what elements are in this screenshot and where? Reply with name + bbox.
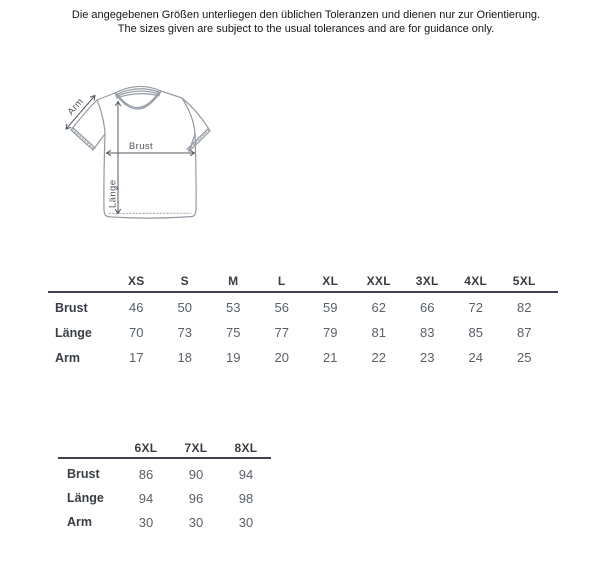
size-value: 50 — [177, 300, 192, 315]
table-header-row — [58, 438, 271, 459]
column-header: S — [180, 274, 189, 288]
column-header: M — [228, 274, 239, 288]
brust-label: Brust — [128, 140, 154, 152]
tshirt-illustration-icon — [58, 82, 230, 230]
size-value: 21 — [323, 350, 338, 365]
size-value: 87 — [517, 325, 532, 340]
disclaimer-line-de: Die angegebenen Größen unterliegen den üblichen Toleranzen und dienen nur zur Orientierung. — [71, 9, 541, 21]
column-header: 3XL — [415, 274, 439, 288]
size-value: 46 — [129, 300, 144, 315]
size-value: 66 — [420, 300, 435, 315]
size-value: 85 — [468, 325, 483, 340]
disclaimer-line-en: The sizes given are subject to the usual tolerances and are for guidance only. — [117, 23, 495, 35]
size-value: 86 — [138, 466, 154, 482]
disclaimer-text — [0, 8, 612, 36]
column-header: L — [277, 274, 286, 288]
size-value: 77 — [274, 325, 289, 340]
table-row — [58, 486, 271, 510]
size-value: 23 — [420, 350, 435, 365]
table-body — [48, 293, 558, 370]
size-value: 20 — [274, 350, 289, 365]
size-value: 75 — [226, 325, 241, 340]
size-value: 53 — [226, 300, 241, 315]
column-header: 8XL — [234, 440, 258, 455]
table-row — [48, 320, 558, 345]
size-value: 56 — [274, 300, 289, 315]
size-value: 30 — [188, 514, 204, 530]
size-value: 90 — [188, 466, 204, 482]
column-header: 6XL — [134, 440, 158, 455]
row-label: Arm — [67, 515, 93, 529]
size-value: 94 — [138, 490, 154, 506]
laenge-label: Länge — [107, 179, 119, 208]
size-value: 17 — [129, 350, 144, 365]
size-value: 30 — [238, 514, 254, 530]
size-value: 79 — [323, 325, 338, 340]
size-value: 70 — [129, 325, 144, 340]
size-value: 18 — [177, 350, 192, 365]
column-header: XL — [322, 274, 339, 288]
row-label: Brust — [67, 467, 100, 481]
column-header: 7XL — [184, 440, 208, 455]
row-label: Arm — [55, 350, 81, 365]
table-row — [48, 295, 558, 320]
table-body — [58, 459, 271, 534]
size-value: 83 — [420, 325, 435, 340]
size-value: 62 — [371, 300, 386, 315]
size-value: 81 — [371, 325, 386, 340]
column-header: 4XL — [464, 274, 488, 288]
size-value: 98 — [238, 490, 254, 506]
tshirt-outline — [71, 86, 210, 218]
column-header: XXL — [366, 274, 391, 288]
size-table-extended — [58, 438, 271, 534]
size-value: 25 — [517, 350, 532, 365]
table-row — [48, 345, 558, 370]
size-value: 19 — [226, 350, 241, 365]
row-label: Länge — [67, 491, 104, 505]
arm-label: Arm — [65, 96, 86, 118]
row-label: Brust — [55, 300, 88, 315]
size-value: 94 — [238, 466, 254, 482]
row-label: Länge — [55, 325, 92, 340]
column-header: XS — [127, 274, 145, 288]
size-value: 96 — [188, 490, 204, 506]
column-header: 5XL — [512, 274, 536, 288]
size-table-primary — [48, 271, 558, 370]
tshirt-diagram — [58, 82, 230, 230]
size-value: 72 — [468, 300, 483, 315]
size-value: 59 — [323, 300, 338, 315]
table-row — [58, 462, 271, 486]
size-value: 30 — [138, 514, 154, 530]
size-value: 73 — [177, 325, 192, 340]
table-header-row — [48, 271, 558, 293]
table-row — [58, 510, 271, 534]
size-value: 22 — [371, 350, 386, 365]
size-value: 24 — [468, 350, 483, 365]
size-value: 82 — [517, 300, 532, 315]
